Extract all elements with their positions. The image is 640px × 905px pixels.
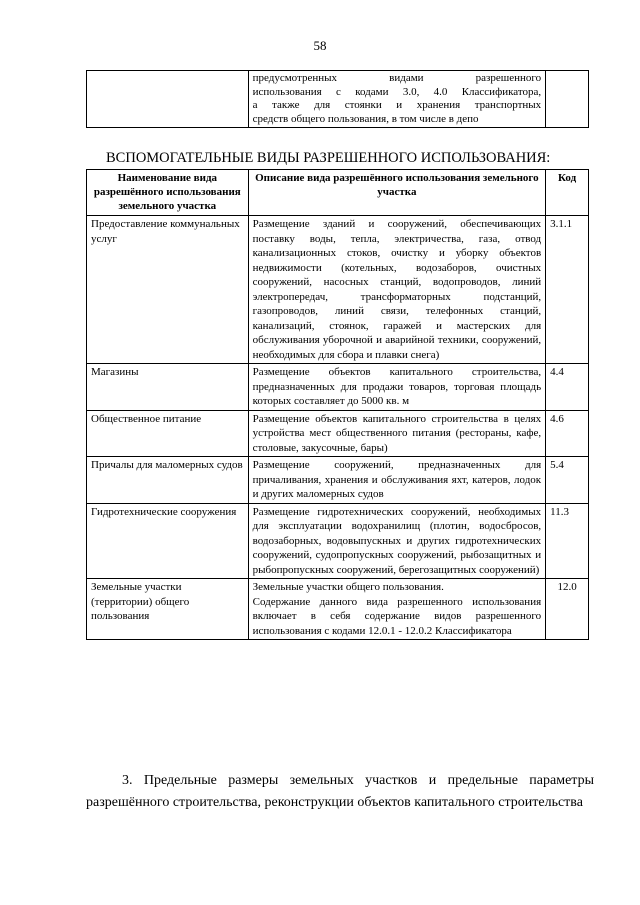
row-name: Гидротехнические сооружения	[87, 503, 249, 579]
continuation-name-cell	[87, 71, 249, 128]
continuation-description-cell	[248, 71, 546, 128]
continuation-table	[86, 70, 589, 128]
continuation-line: а также для стоянки и хранения транспортных	[252, 99, 542, 111]
table-header-row	[87, 170, 589, 216]
continuation-code-cell	[546, 71, 589, 128]
row-code: 12.0	[546, 579, 589, 640]
row-description: Размещение сооружений, предназначенных для причаливания, хранения и обслуживания яхт, катеров, лодок и других маломерных судов	[248, 457, 546, 504]
header-name: Наименование вида разрешённого использования земельного участка	[87, 170, 249, 216]
section-heading: ВСПОМОГАТЕЛЬНЫЕ ВИДЫ РАЗРЕШЕННОГО ИСПОЛЬЗОВАНИЯ:	[106, 150, 551, 166]
row-code: 5.4	[546, 457, 589, 504]
table-row	[87, 457, 589, 504]
row-description: Размещение объектов капитального строительства в целях устройства мест общественного питания (рестораны, кафе, столовые, закусочные, бары)	[248, 410, 546, 457]
row-code: 4.4	[546, 364, 589, 411]
permitted-use-table	[86, 169, 589, 640]
table-row	[87, 410, 589, 457]
row-description: Размещение зданий и сооружений, обеспечивающих поставку воды, тепла, электричества, газа, отвод канализационных стоков, очистку и уборку объектов недвижимости (котельных, водозаборов, очистных сооружений, насосных станций, водопроводов, линий электропередач, трансформаторных подстанций, газопроводов, линий связи, телефонных станций, канализаций, стоянок, гаражей и мастерских для обслуживания уборочной и аварийной техники, сооружений, необходимых для сбора и плавки снега)	[248, 216, 546, 364]
row-name: Общественное питание	[87, 410, 249, 457]
row-code: 3.1.1	[546, 216, 589, 364]
header-description: Описание вида разрешённого использования земельного участка	[248, 170, 546, 216]
page-number: 58	[313, 38, 327, 53]
continuation-line: предусмотренных видами разрешенного	[252, 72, 542, 84]
row-description-first-line: Земельные участки общего пользования.	[252, 581, 444, 593]
row-code: 11.3	[546, 503, 589, 579]
table-row	[87, 364, 589, 411]
row-code: 4.6	[546, 410, 589, 457]
row-description: Размещение гидротехнических сооружений, необходимых для эксплуатации водохранилищ (плотин, водосбросов, водозаборных, водовыпускных и других гидротехнических сооружений, судопропускных сооружений, рыбозащитных и рыбопропускных сооружений, берегозащитных сооружений)	[248, 503, 546, 579]
table-row	[87, 71, 589, 128]
continuation-line: использования с кодами 3.0, 4.0 Классификатора,	[252, 85, 542, 98]
table-row	[87, 503, 589, 579]
row-name: Земельные участки (территории) общего пользования	[87, 579, 249, 640]
header-code: Код	[546, 170, 589, 216]
row-description: Размещение объектов капитального строительства, предназначенных для продажи товаров, торговая площадь которых составляет до 5000 кв. м	[248, 364, 546, 411]
row-description-cell	[248, 579, 546, 640]
table-row	[87, 216, 589, 364]
row-description: Содержание данного вида разрешенного использования включает в себя содержание видов разрешенного использования с кодами 12.0.1 - 12.0.2 Классификатора	[252, 595, 542, 637]
table-row	[87, 579, 589, 640]
section-paragraph: 3. Предельные размеры земельных участков и предельные параметры разрешённого строительства, реконструкции объектов капитального строительства	[86, 773, 594, 810]
row-name: Причалы для маломерных судов	[87, 457, 249, 504]
row-name: Предоставление коммунальных услуг	[87, 216, 249, 364]
row-name: Магазины	[87, 364, 249, 411]
continuation-line: средств общего пользования, в том числе в депо	[252, 112, 479, 125]
